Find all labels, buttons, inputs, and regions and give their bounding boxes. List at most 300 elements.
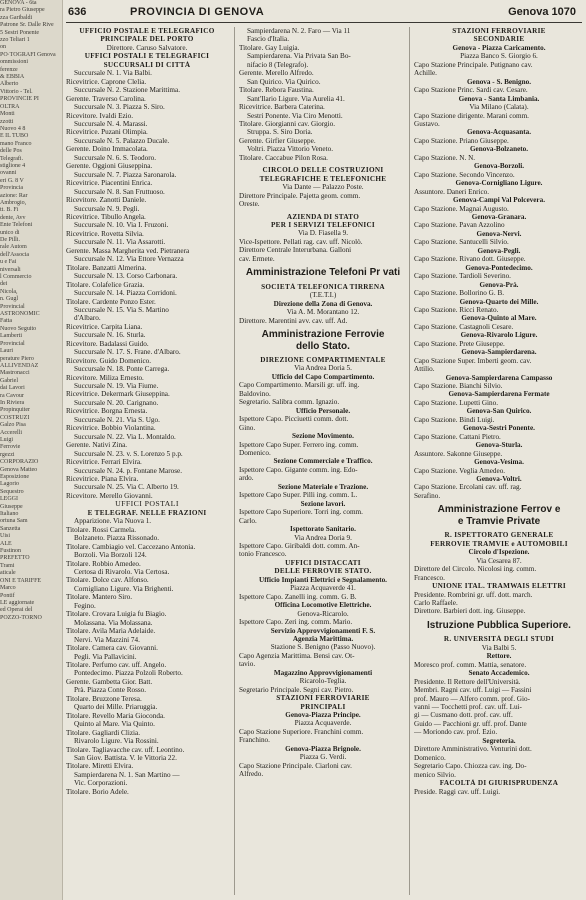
entry-line: Ispettore Capo. Zanelli ing. comm. G. B. [239, 592, 357, 601]
entry-line: Titolare. Borio Adele. [66, 787, 129, 796]
entry-line: Membri. Ragni cav. uff. Luigi — Fassini [414, 686, 532, 695]
entry-line: Ricevitrice. Carpita Liana. [66, 322, 143, 331]
entry-line: Via Balbi 5. [481, 643, 517, 652]
entry-line: Senato Accademico. [468, 669, 530, 678]
entry-line: cav. Ermete. [239, 254, 275, 263]
edge-text-line: perature Piero [0, 355, 34, 362]
entry-line: Succursale N. 21. Via S. Ugo. [74, 415, 160, 424]
entry-line: Capo Stazione. Priano Giuseppe. [414, 136, 509, 145]
entry-line: Direttore. Marentini avv. cav. uff. Ad. [239, 316, 348, 325]
entry-line: Capo Stazione. Santucelli Silvio. [414, 238, 509, 247]
edge-text-line: Nuovo Seguito [0, 325, 37, 332]
entry-line: Direttore Amministrativo. Venturini dott. [414, 745, 532, 754]
edge-text-line: Ferrovie [0, 444, 21, 451]
entry-line: Presidente. Il Rettore dell'Università. [414, 677, 521, 686]
entry-line: Assuntore. Sakonne Giuseppe. [414, 449, 503, 458]
entry-line: d'Albaro. [74, 314, 101, 323]
entry-line: Succursale N. 22. Via L. Montaldo. [74, 432, 176, 441]
edge-text-line: POZZO-TORNO [0, 614, 42, 621]
entry-line: Capo Stazione. Bindi Luigi. [414, 415, 495, 424]
section-heading: E TELEGRAF. NELLE FRAZIONI [87, 508, 207, 517]
entry-line: Fascio d'Italia. [247, 35, 290, 44]
section-heading: SOCIETÀ TELEFONICA TIRRENA [261, 282, 385, 291]
entry-line: Titolare. Robbio Amedeo. [66, 559, 141, 568]
edge-text-line: ALE [0, 540, 12, 547]
edge-text-line: PREFETTO [0, 555, 30, 562]
column-left [66, 27, 228, 895]
entry-line: Via Dante — Palazzo Poste. [282, 183, 364, 192]
entry-line: Guido — Pacchioni gr. uff. prof. Dante [414, 719, 527, 728]
entry-line: Genova - Piazza Caricamento. [452, 43, 546, 52]
entry-line: Pegli. Via Pallavicini. [74, 652, 137, 661]
edge-text-line: GENOVA - 6ta [0, 0, 37, 6]
entry-line: Succursale N. 2. Stazione Marittima. [74, 86, 180, 95]
entry-line: Amministrazione Telefoni Pr vati [245, 267, 401, 279]
entry-line: Ispettore Capo Super. Pilli ing. comm. L. [239, 491, 358, 500]
entry-line: Direttore. Caruso Salvatore. [106, 43, 188, 52]
entry-line: Titolare. Rossi Carmela. [66, 525, 137, 534]
entry-line: Gerente. Massa Margherita ved. Pietranera [66, 246, 190, 255]
edge-text-line: Italiano [0, 511, 19, 518]
edge-text-line: dente, Avv [0, 214, 26, 221]
entry-line: Capo Stazione Principale. Ciarloni cav. [239, 761, 352, 770]
entry-line: Via D. Fiasella 9. [297, 229, 349, 238]
entry-line: Genova-Acquasanta. [466, 128, 532, 137]
page-header [68, 6, 580, 22]
entry-line: Bolzaneto. Piazza Rissonado. [74, 534, 160, 543]
entry-line: Gerente. Doino Immacolata. [66, 145, 148, 154]
entry-line: Capo Stazione. Ercolani cav. uff. rag. [414, 483, 522, 492]
entry-line: Genova-Piazza Brignole. [285, 744, 361, 753]
entry-line: Sampierdarena N. 1. San Martino — [74, 770, 180, 779]
entry-line: Segreteria. [482, 736, 516, 745]
entry-line: Capo Stazione Superiore. Franchini comm. [239, 727, 364, 736]
entry-line: Via Andrea Doria 5. [294, 364, 352, 373]
entry-line: Via A. M. Morantano 12. [286, 308, 360, 317]
edge-text-line: LEGGI [0, 496, 18, 503]
entry-line: Titolare. Caccabue Pilon Rosa. [239, 153, 328, 162]
entry-line: Via Cesarea 87. [476, 556, 522, 565]
entry-line: Titolare. Bruzzone Teresa. [66, 694, 142, 703]
section-heading: STAZIONI FERROVIARIE [276, 694, 370, 703]
entry-line: Genova-San Quirico. [466, 407, 532, 416]
entry-line: Baldovino. [239, 389, 271, 398]
edge-text-line: Nuovo 4 8 [0, 125, 26, 132]
entry-line: Officina Locomotive Elettriche. [274, 601, 372, 610]
entry-line: Ricevitrice. Borgna Ernesta. [66, 407, 148, 416]
edge-text-line: Accerelli [0, 429, 22, 436]
edge-text-line: Nicola, [0, 288, 18, 295]
page-title: PROVINCIA DI GENOVA [130, 6, 265, 18]
entry-line: Sezione lavori. [300, 499, 346, 508]
edge-text-line: Lamberti [0, 333, 22, 340]
section-heading: FACOLTÀ DI GIURISPRUDENZA [439, 779, 559, 788]
entry-line: Cornigliano Ligure. Via Brighenti. [74, 584, 174, 593]
entry-line: Ispettorato Sanitario. [290, 525, 356, 534]
section-heading: STAZIONI FERROVIARIE [452, 27, 546, 35]
entry-line: Succursale N. 24. p. Fontane Marose. [74, 466, 182, 475]
entry-line: Gerente. Girfier Giuseppe. [239, 136, 316, 145]
section-heading: AZIENDA DI STATO [286, 212, 360, 221]
entry-line: Ricevitore. Badalassi Guido. [66, 339, 149, 348]
edge-text-line: Luigi [0, 436, 13, 443]
entry-line: Titolare. Cambiagio vel. Caccezano Antonia. [66, 542, 196, 551]
entry-line: Attilio. [414, 365, 435, 374]
edge-text-line: Esposizione [0, 474, 29, 480]
edge-text-line: on [0, 44, 6, 51]
entry-line: Capo Agenzia Marittima. Bensi cav. Ot- [239, 651, 355, 660]
edge-text-line: Pontif [0, 592, 15, 599]
edge-text-line: rgezzi [0, 451, 15, 458]
edge-text-line: ovanni [0, 170, 17, 177]
entry-line: Molassana. Via Molassana. [74, 618, 153, 627]
entry-line: Genova-Borzoli. [473, 162, 525, 171]
edge-text-line: Provincial [0, 340, 25, 347]
edge-text-line: ferenze [0, 66, 18, 73]
entry-line: Ricevitrice. Piacentini Enrica. [66, 179, 153, 188]
entry-line: Capo Stazione. N. N. [414, 153, 476, 162]
edge-text-line: rale Autom [0, 244, 27, 251]
entry-line: Genova-Quarto dei Mille. [459, 297, 539, 306]
entry-line: Titolare. Gay Luigia. [239, 43, 300, 52]
entry-line: Succursale N. 16. Sturla. [74, 331, 146, 340]
entry-line: Prà. Piazza Conte Rosso. [74, 686, 147, 695]
edge-text-line: Alberto [0, 81, 19, 88]
entry-line: Piazza Banco S. Giorgio 6. [460, 52, 538, 61]
edge-text-line: Genova Matteo [0, 466, 38, 473]
entry-line: Presidente. Rombrini gr. uff. dott. march. [414, 590, 533, 599]
entry-line: San Giov. Battista. V. le Vittoria 22. [74, 753, 177, 762]
entry-line: Ricevitrice. Caprone Clelia. [66, 77, 147, 86]
entry-line: Ispettore Capo. Giribaldi dott. comm. An- [239, 541, 360, 550]
entry-line: Genova-Quinto al Mare. [461, 314, 537, 323]
edge-text-line: PO·TOGRAFI Genova [0, 51, 56, 58]
entry-line: Genova-Sestri Ponente. [463, 424, 535, 433]
entry-line: Ispettore Capo. Zeri ing. comm. Mario. [239, 618, 353, 627]
edge-text-line: ra Cavour [0, 392, 24, 399]
entry-line: Gerente. Nativi Zina. [66, 441, 128, 450]
entry-line: Genova-Prà. [479, 280, 519, 289]
section-heading: PRINCIPALE DEL PORTO [100, 35, 194, 44]
edge-text-line: zzotti [0, 118, 14, 125]
entry-line: Quarto dei Mille. Priaruggia. [74, 703, 158, 712]
entry-line: Genova-Pegli. [477, 246, 521, 255]
entry-line: Succursale N. 23. v. S. Lorenzo 5 p.p. [74, 449, 183, 458]
entry-line: Ispettore Capo Superiore. Torri ing. comm. [239, 508, 363, 517]
edge-text-line: LE aggiornate [0, 599, 35, 606]
edge-text-line: Sanzetta [0, 525, 21, 532]
edge-text-line: zza Garibaldi [0, 14, 33, 21]
entry-line: Genova-Campi Val Polcevera. [452, 196, 546, 205]
entry-line: Capo Stazione. Lupetti Gino. [414, 398, 499, 407]
edge-text-line: Lauri [0, 348, 13, 355]
entry-line: Ricevitore. Merello Giovanni. [66, 491, 153, 500]
entry-line: Piazza Acquaverde 41. [290, 584, 356, 593]
edge-text-line: PROVINCIE PI [0, 96, 39, 103]
entry-line: Gustavo. [414, 119, 440, 128]
entry-line: Magazzino Approvvigionamenti [273, 668, 373, 677]
entry-line: Capo Stazione. Bianchi Silvio. [414, 382, 503, 391]
edge-text-line: Marco [0, 585, 16, 592]
entry-line: Genova - Santa Limbania. [458, 94, 540, 103]
edge-text-line: l Commercio [0, 274, 32, 281]
edge-text-line: stiglione 4 [0, 162, 26, 169]
entry-line: Carlo. [239, 516, 257, 525]
entry-line: Genova-Pontedecimo. [465, 263, 533, 272]
entry-line: Oreste. [239, 200, 260, 209]
entry-line: Direzione della Zona di Genova. [273, 299, 373, 308]
entry-line: Succursale N. 1. Via Balbi. [74, 69, 152, 78]
edge-text-line: aticale [0, 570, 16, 577]
entry-line: Titolare. Rebora Faustina. [239, 86, 314, 95]
section-heading: SUCCURSALI DI CITTÀ [103, 60, 191, 69]
edge-text-line: De Pilli. [0, 237, 21, 243]
header-rule [66, 22, 582, 23]
entry-line: Struppa. S. Siro Doria. [247, 128, 313, 137]
entry-line: Genova-Sturla. [475, 441, 523, 450]
entry-line: dello Stato. [296, 340, 350, 352]
entry-line: Gerente. Merello Alfredo. [239, 69, 314, 78]
edge-text-line: Galzo Pisa [0, 422, 26, 429]
entry-line: Ispettore Capo. Picciuetti comm. dott. [239, 415, 349, 424]
entry-line: Succursale N. 25. Via C. Alberto 19. [74, 483, 179, 492]
entry-line: Amministrazione Ferrov e [437, 504, 561, 516]
entry-line: Amministrazione Ferrovie [261, 329, 385, 340]
entry-line: Direttore Centrale Interurbana. Galloni [239, 246, 352, 255]
entry-line: Ricevitrice. Piana Elvira. [66, 475, 139, 484]
entry-line: tonio Francesco. [239, 550, 287, 559]
entry-line: Succursale N. 4. Marassi. [74, 119, 148, 128]
edge-text-line: Sequestro [0, 488, 24, 495]
entry-line: Rettore. [486, 652, 512, 661]
entry-line: Capo Stazione. Pavan Azzolino [414, 221, 505, 230]
entry-line: e Tramvie Private [457, 515, 541, 527]
entry-line: Preside. Raggi cav. uff. Luigi. [414, 787, 501, 796]
section-heading: DIREZIONE COMPARTIMENTALE [260, 356, 386, 364]
entry-line: Titolare. Crovara Luigia fu Biagio. [66, 610, 167, 619]
entry-line: Genova-Voltri. [476, 475, 522, 484]
entry-line: Ufficio Impianti Elettrici e Segnalamento. [259, 575, 387, 584]
entry-line: Succursale N. 15. Via S. Martino [74, 305, 169, 314]
entry-line: Succursale N. 17. S. Frane. d'Albaro. [74, 348, 181, 357]
entry-line: Sezione Commerciale e Traffico. [273, 457, 373, 466]
entry-line: Via Andrea Doria 9. [294, 533, 352, 542]
entry-line: Succursale N. 19. Via Fiume. [74, 382, 159, 391]
entry-line: Ricevitrice. Bobbio Violantina. [66, 424, 156, 433]
edge-text-line: ommissioni [0, 59, 29, 66]
entry-line: Voltri. Piazza Vittorio Veneto. [247, 145, 334, 154]
entry-line: Titolare. Avila Maria Adelaide. [66, 627, 156, 636]
entry-line: Moresco prof. comm. Mattia, senatore. [414, 660, 527, 669]
entry-line: Sezione Materiale e Trazione. [277, 482, 369, 491]
entry-line: ardo. [239, 474, 254, 483]
entry-line: Serafino. [414, 491, 441, 500]
entry-line: Ricevitore. Guido Domenico. [66, 356, 152, 365]
entry-line: Quinto al Mare. Via Quinto. [74, 720, 155, 729]
section-heading: UFFICI DISTACCATI [285, 558, 361, 567]
entry-line: Vice-Ispettore. Pellati rag. cav. uff. Nicolò. [239, 237, 363, 246]
entry-line: Genova-Granara. [471, 212, 527, 221]
entry-line: Servizio Approvvigionamenti F. S. [270, 626, 376, 635]
edge-text-line: delle Pos [0, 148, 22, 155]
entry-line: Genova-Sampierdarena Fermate [448, 390, 550, 399]
section-heading: FERROVIE TRAMVIE e AUTOMOBILI [430, 539, 568, 548]
entry-line: Genova-Rivarolo Ligure. [460, 331, 538, 340]
entry-line: Genova-Nervi. [476, 229, 522, 238]
entry-line: Succursale N. 18. Ponte Carrega. [74, 365, 170, 374]
section-heading: R. UNIVERSITÀ DEGLI STUDI [443, 635, 555, 644]
entry-line: Ufficio del Capo Compartimento. [271, 372, 375, 381]
section-heading: UFFICI POSTALI [115, 500, 179, 509]
entry-line: Titolare. Perfumo cav. uff. Angelo. [66, 660, 167, 669]
section-heading: UFFICI POSTALI E TELEGRAFICI [84, 52, 210, 61]
edge-text-line: Propinquiter [0, 407, 30, 414]
entry-line: Francesco. [414, 573, 445, 582]
edge-text-line: zzo Teliari 1 [0, 37, 30, 44]
entry-line: Titolare. Camera cav. Giovanni. [66, 644, 158, 653]
entry-line: Genova - S. Benigno. [466, 77, 532, 86]
entry-line: Pontedecimo. Piazza Polzoli Roberto. [74, 669, 183, 678]
entry-line: Domenico. [414, 753, 446, 762]
edge-text-line: Gabriel [0, 377, 18, 384]
entry-line: Capo Stazione. Prete Giuseppe. [414, 339, 505, 348]
entry-line: Capo Stazione. Tardioli Severino. [414, 272, 511, 281]
edge-text-line: ra Pietro Giuseppe [0, 7, 45, 14]
entry-line: Piazza G. Verdi. [299, 753, 347, 762]
entry-line: Agenzia Marittima. [292, 634, 354, 643]
entry-line: Capo Stazione. Castagnoli Cesare. [414, 322, 514, 331]
entry-line: Via Milano (Calata). [469, 103, 529, 112]
entry-line: Domenico. [239, 448, 271, 457]
entry-line: tavio. [239, 660, 256, 669]
edge-text-line: 5 Sestri Ponente [0, 29, 39, 36]
entry-line: Ispettore Capo. Gigante comm. ing. Edo- [239, 465, 358, 474]
entry-line: Sestri Ponente. Via Ciro Menotti. [247, 111, 343, 120]
entry-line: Succursale N. 8. San Fruttuoso. [74, 187, 165, 196]
entry-line: Capo Stazione. Cattani Pietro. [414, 432, 501, 441]
entry-line: Capo Stazione Princ. Sardi cav. Cesare. [414, 86, 528, 95]
edge-text-line: eri G. 8 V [0, 177, 24, 184]
entry-line: Ricevitrice. Barbera Caterina. [239, 103, 325, 112]
section-heading: PER I SERVIZI TELEFONICI [270, 220, 376, 229]
entry-line: Circolo d'Ispezione. [468, 548, 530, 557]
edge-text-line: CORPORAZIO [0, 459, 39, 466]
entry-line: Stazione S. Benigno (Passo Nuovo). [270, 643, 376, 652]
section-heading: DELLE FERROVIE STATO. [274, 567, 372, 576]
entry-line: Rivarolo Ligure. Via Rossini. [74, 737, 159, 746]
entry-line: Succursale N. 5. Palazzo Ducale. [74, 136, 170, 145]
entry-line: Genova-Vesima. [474, 458, 524, 467]
entry-line: gi — Cusmano dott. prof. cav. uff. [414, 711, 513, 720]
edge-text-line: OLTRA [0, 103, 20, 110]
edge-text-line: ASTRONOMIC [0, 311, 40, 318]
entry-line: Ricevitore. Miliza Ernesto. [66, 373, 144, 382]
entry-line: Capo Stazione. Magnai Augusto. [414, 204, 509, 213]
entry-line: Succursale N. 9. Pegli. [74, 204, 140, 213]
edge-text-line: Mastronacci [0, 370, 30, 377]
entry-line: Ricevitore. Ivaldi Ezio. [66, 111, 134, 120]
entry-line: Genova-Cornigliano Ligure. [455, 179, 543, 188]
edge-text-line: Telegrafi. [0, 155, 24, 162]
entry-line: Vic. Corporazioni. [74, 779, 128, 788]
entry-line: Gino. [239, 423, 256, 432]
edge-text-line: Monti [0, 111, 15, 118]
section-heading: SECONDARIE [473, 35, 525, 44]
edge-text-line: Uisi [0, 533, 11, 540]
entry-line: Sant'Ilario Ligure. Via Aurelia 41. [247, 94, 345, 103]
entry-line: Ricevitrice. Rovetta Silvia. [66, 229, 144, 238]
entry-line: vanni — Tocchetti prof. cav. uff. Lui- [414, 703, 522, 712]
entry-line: Ricevitrice. Puzani Olimpia. [66, 128, 148, 137]
entry-line: Titolare. Gagliardi Clizia. [66, 728, 140, 737]
entry-line: Genova-Bolzaneto. [469, 145, 529, 154]
edge-text-line: u e Fai [0, 259, 17, 266]
entry-line: Titolare. Miretti Elvira. [66, 762, 134, 771]
entry-line: Capo Stazione. Veglia Amedeo. [414, 466, 506, 475]
edge-text-line: ed Operai del [0, 607, 33, 614]
entry-line: Ricevitrice. Ferrari Elvira. [66, 458, 142, 467]
entry-line: Ricevitore. Zanotti Daniele. [66, 196, 147, 205]
entry-line: Ufficio Personale. [295, 406, 351, 415]
entry-line: (T.E.T.I.) [309, 291, 337, 300]
entry-line: Gerente. Oggioni Giuseppina. [66, 162, 153, 171]
entry-line: Capo Stazione. Ricci Renato. [414, 305, 499, 314]
edge-text-line: Trami [0, 562, 15, 569]
entry-line: Titolare. Tagliavacche cav. uff. Leontino. [66, 745, 185, 754]
entry-line: Carlo Raffaele. [414, 599, 458, 607]
page-number: 636 [68, 6, 87, 18]
entry-line: Titolare. Revello Maria Gioconda. [66, 711, 165, 720]
edge-text-line: E IL TUBO [0, 133, 29, 140]
edge-text-line: COSTRUZI [0, 414, 30, 421]
entry-line: Capo Stazione Super. Imberti geom. cav. [414, 356, 532, 365]
entry-line: Titolare. Colafelice Grazia. [66, 280, 145, 289]
entry-line: Direttore. Barbieri dott. ing. Giuseppe. [414, 607, 526, 616]
entry-line: Fegino. [74, 601, 96, 610]
entry-line: Segretario. Salibra comm. Ignazio. [239, 398, 340, 407]
entry-line: Alfredo. [239, 770, 264, 779]
entry-line: Capo Stazione Principale. Putignano cav. [414, 60, 533, 69]
entry-line: Gerente. Gambetta Gior. Batt. [66, 677, 153, 686]
entry-line: Titolare. Mantero Siro. [66, 593, 133, 602]
entry-line: Assuntore. Daneri Enrico. [414, 187, 490, 196]
edge-text-line: Provincial [0, 303, 25, 310]
edge-text-line: tt. B. Fi [0, 207, 19, 214]
edge-text-line: Fustinon [0, 548, 22, 555]
entry-line: Titolare. Dolce cav. Alfonso. [66, 576, 149, 585]
edge-text-line: dei [0, 281, 8, 288]
section-heading: UNIONE ITAL. TRAMWAIS ELETTRI [432, 582, 566, 591]
entry-line: Succursale N. 12. Via Ettore Vernazza [74, 255, 184, 264]
entry-line: San Quirico. Via Quirico. [247, 77, 321, 86]
entry-line: Istruzione Pubblica Superiore. [427, 619, 571, 631]
entry-line: Genova-Sampierdarena. [461, 348, 537, 357]
entry-line: Direttore Principale. Pajetta geom. comm. [239, 191, 361, 200]
entry-line: Ricarolo-Teglia. [299, 677, 347, 686]
edge-text-line: Patrone Sr. Dalle Rive [0, 22, 54, 29]
entry-line: Segretario Principale. Segni cav. Pietro. [239, 685, 354, 694]
entry-line: Ricevitrice. Tibullo Angela. [66, 212, 146, 221]
section-heading: PRINCIPALI [300, 702, 346, 711]
entry-line: Capo Stazione. Secondo Vincenzo. [414, 170, 515, 179]
section-heading: TELEGRAFICHE E TELEFONICHE [259, 174, 387, 183]
edge-text-line: n. Gugl [0, 296, 18, 303]
entry-line: Succursale N. 13. Corso Carbonara. [74, 272, 178, 281]
edge-text-line: Fatta [0, 318, 12, 325]
entry-line: Titolare. Banzatti Almerina. [66, 263, 147, 272]
entry-line: Ispettore Capo Super. Ferrero ing. comm. [239, 440, 359, 449]
entry-line: Sezione Movimento. [292, 432, 354, 441]
